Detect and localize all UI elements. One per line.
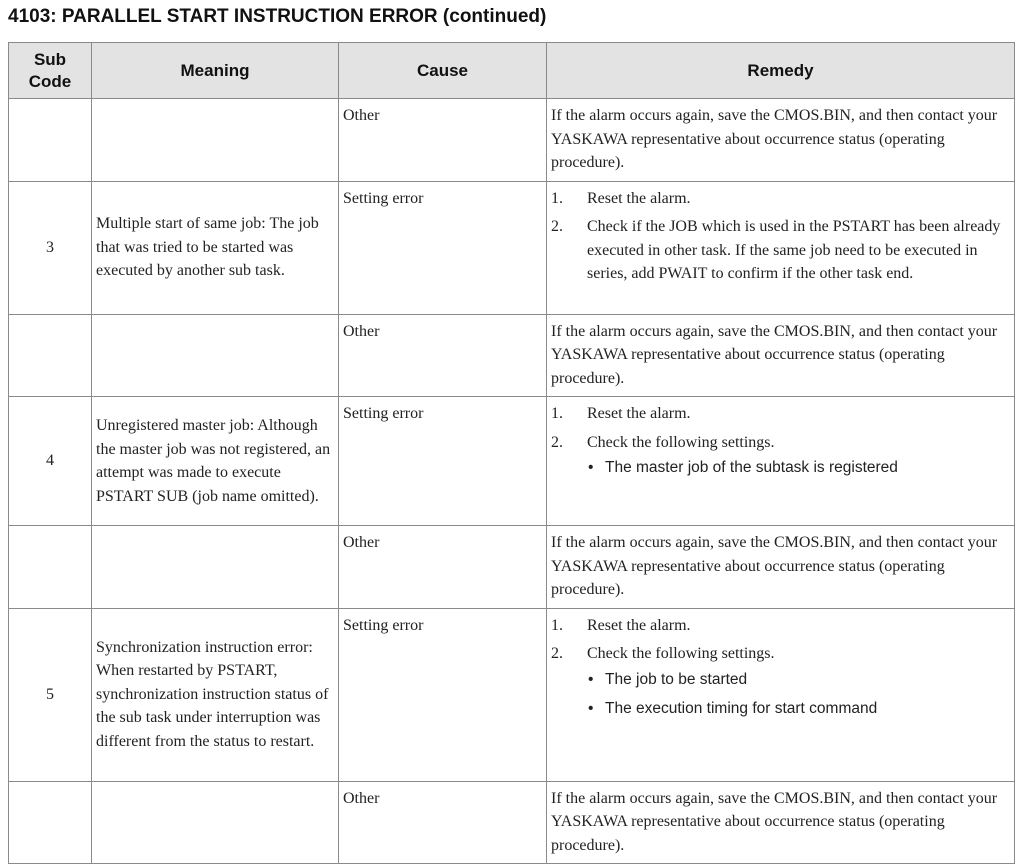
- bullet-text: The master job of the subtask is registered: [605, 459, 898, 476]
- remedy-step: [551, 215, 1010, 286]
- bullet-text: The execution timing for start command: [605, 699, 878, 717]
- step-number: 1.: [551, 616, 563, 634]
- table-row: [9, 526, 1015, 609]
- alarm-table: [8, 42, 1015, 864]
- bullet-list: [587, 456, 1010, 479]
- remedy-steps: [551, 402, 1010, 479]
- remedy-step: [551, 402, 1010, 426]
- step-number: 2.: [551, 218, 563, 235]
- bullet-icon: •: [588, 670, 594, 688]
- bullet-item: [587, 456, 1010, 479]
- step-text: Check if the JOB which is used in the PSTART has been already executed in other task. If the same job need to be executed in series, add PWAIT to confirm if the other task end.: [587, 218, 1001, 282]
- step-number: 2.: [551, 645, 563, 662]
- sub-code-cell: [9, 314, 92, 397]
- step-text: Reset the alarm.: [587, 189, 691, 207]
- cause-cell: Setting error: [339, 181, 547, 314]
- sub-code-cell: 3: [9, 181, 92, 314]
- remedy-step: [551, 614, 1010, 638]
- meaning-cell: Multiple start of same job: The job that was tried to be started was executed by another sub task.: [92, 181, 339, 314]
- cause-cell: Setting error: [339, 608, 547, 781]
- sub-code-cell: 4: [9, 397, 92, 526]
- sub-code-cell: [9, 526, 92, 609]
- remedy-cell: [547, 608, 1015, 781]
- meaning-cell: [92, 781, 339, 864]
- remedy-step: [551, 187, 1010, 211]
- remedy-step: [551, 642, 1010, 720]
- cause-cell: Other: [339, 526, 547, 609]
- cause-cell: Other: [339, 781, 547, 864]
- cause-cell: Other: [339, 314, 547, 397]
- sub-code-cell: 5: [9, 608, 92, 781]
- step-text: Check the following settings.: [587, 645, 775, 662]
- cause-cell: Setting error: [339, 397, 547, 526]
- sub-code-cell: [9, 781, 92, 864]
- remedy-cell: If the alarm occurs again, save the CMOS.BIN, and then contact your YASKAWA representative about occurrence status (operating procedure).: [547, 314, 1015, 397]
- page-title: 4103: PARALLEL START INSTRUCTION ERROR (continued): [8, 6, 547, 27]
- meaning-cell: Synchronization instruction error: When restarted by PSTART, synchronization instruction status of the sub task under interruption was different from the status to restart.: [92, 608, 339, 781]
- remedy-steps: [551, 614, 1010, 720]
- table-row: [9, 397, 1015, 526]
- meaning-cell: [92, 526, 339, 609]
- bullet-text: The job to be started: [605, 670, 748, 688]
- step-number: 1.: [551, 405, 563, 422]
- remedy-step: [551, 431, 1010, 480]
- step-number: 2.: [551, 433, 563, 451]
- meaning-cell: [92, 314, 339, 397]
- table-row: [9, 99, 1015, 182]
- bullet-item: [587, 697, 1010, 720]
- step-text: Reset the alarm.: [587, 405, 691, 422]
- table-row: [9, 181, 1015, 314]
- header-remedy: Remedy: [547, 43, 1015, 99]
- remedy-cell: [547, 397, 1015, 526]
- header-sub-code: Sub Code: [9, 43, 92, 99]
- bullet-list: [587, 668, 1010, 720]
- meaning-cell: Unregistered master job: Although the master job was not registered, an attempt was made to execute PSTART SUB (job name omitted).: [92, 397, 339, 526]
- step-text: Check the following settings.: [587, 433, 775, 451]
- header-cause: Cause: [339, 43, 547, 99]
- header-meaning: Meaning: [92, 43, 339, 99]
- bullet-icon: •: [588, 459, 594, 476]
- bullet-icon: •: [588, 699, 594, 717]
- remedy-cell: If the alarm occurs again, save the CMOS.BIN, and then contact your YASKAWA representative about occurrence status (operating procedure).: [547, 781, 1015, 864]
- table-row: [9, 608, 1015, 781]
- remedy-cell: If the alarm occurs again, save the CMOS.BIN, and then contact your YASKAWA representative about occurrence status (operating procedure).: [547, 526, 1015, 609]
- step-number: 1.: [551, 189, 563, 207]
- sub-code-cell: [9, 99, 92, 182]
- remedy-cell: [547, 181, 1015, 314]
- meaning-cell: [92, 99, 339, 182]
- table-header-row: [9, 43, 1015, 99]
- bullet-item: [587, 668, 1010, 691]
- step-text: Reset the alarm.: [587, 616, 691, 634]
- remedy-steps: [551, 187, 1010, 286]
- table-row: [9, 781, 1015, 864]
- cause-cell: Other: [339, 99, 547, 182]
- remedy-cell: If the alarm occurs again, save the CMOS.BIN, and then contact your YASKAWA representative about occurrence status (operating procedure).: [547, 99, 1015, 182]
- table-row: [9, 314, 1015, 397]
